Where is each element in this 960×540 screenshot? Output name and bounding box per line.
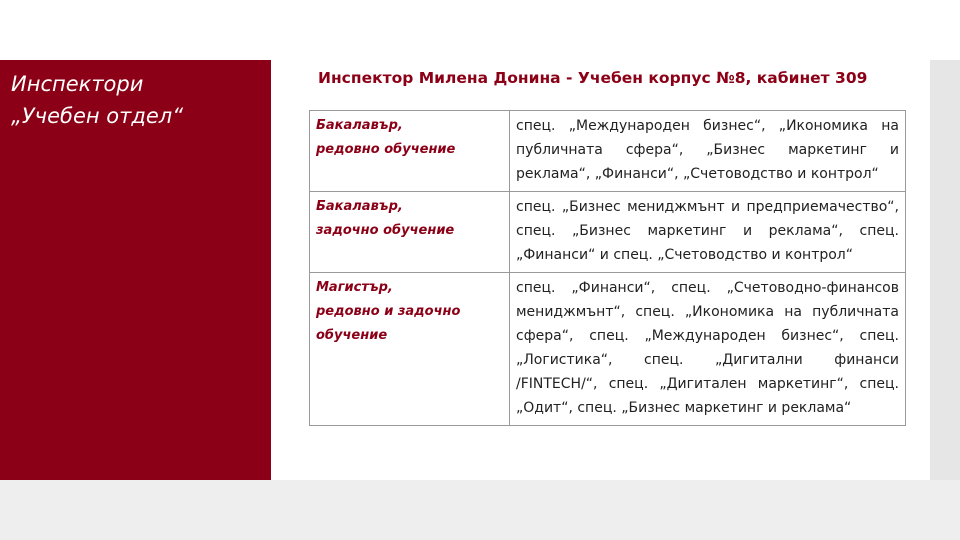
side-title-line-1: Инспектори <box>11 72 144 96</box>
program-degree: Бакалавър, <box>316 118 403 133</box>
specialties-cell: спец. „Бизнес мениджмънт и предприемачество“, спец. „Бизнес маркетинг и реклама“, спец. „Финанси“ и спец. „Счетоводство и контрол“ <box>510 192 906 273</box>
footer-band <box>0 480 960 540</box>
side-title <box>11 68 261 132</box>
slide-heading: Инспектор Милена Донина - Учебен корпус №8, кабинет 309 <box>318 69 868 87</box>
program-cell <box>310 111 510 192</box>
program-cell <box>310 273 510 426</box>
program-degree: Магистър, <box>316 280 393 295</box>
specialties-table <box>309 110 906 426</box>
table-row <box>310 273 906 426</box>
program-cell <box>310 192 510 273</box>
program-form: задочно обучение <box>316 223 455 238</box>
side-title-line-2: „Учебен отдел“ <box>11 104 184 128</box>
side-panel <box>0 60 271 480</box>
table-row <box>310 192 906 273</box>
program-degree: Бакалавър, <box>316 199 403 214</box>
specialties-cell: спец. „Международен бизнес“, „Икономика на публичната сфера“, „Бизнес маркетинг и реклама“, „Финанси“, „Счетоводство и контрол“ <box>510 111 906 192</box>
program-form: редовно обучение <box>316 142 456 157</box>
table-row <box>310 111 906 192</box>
program-form-cont: обучение <box>316 328 388 343</box>
right-decorative-strip <box>930 60 960 480</box>
program-form: редовно и задочно <box>316 304 461 319</box>
specialties-cell: спец. „Финанси“, спец. „Счетоводно-финансов мениджмънт“, спец. „Икономика на публичната сфера“, спец. „Международен бизнес“, спец. „Логистика“, спец. „Дигитални финанси /FINTECH/“, спец. „Дигитален маркетинг“, спец. „Одит“, спец. „Бизнес маркетинг и реклама“ <box>510 273 906 426</box>
